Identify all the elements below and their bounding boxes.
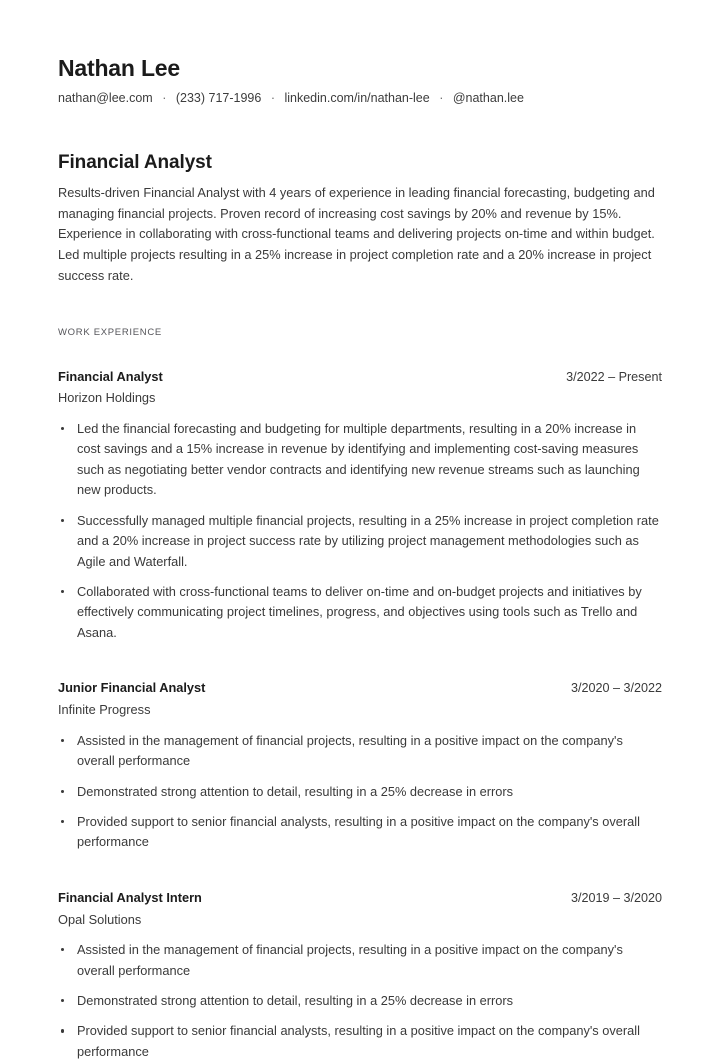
- contact-handle[interactable]: @nathan.lee: [452, 91, 524, 106]
- job-title: Junior Financial Analyst: [58, 680, 206, 696]
- job-entry: [58, 889, 662, 1062]
- job-dates: 3/2019 – 3/2020: [570, 890, 662, 905]
- job-entry: [58, 368, 662, 644]
- job-bullet: Collaborated with cross-functional teams to deliver on-time and on-budget projects and initiatives by effectively communicating project timelines, progress, and objectives using tools such as Trello and Asana.: [58, 582, 662, 643]
- contact-phone[interactable]: (233) 717-1996: [175, 91, 262, 106]
- summary-section: [58, 152, 662, 287]
- job-bullet: Provided support to senior financial analysts, resulting in a positive impact on the company's overall performance: [58, 812, 662, 853]
- contact-separator: ·: [270, 91, 275, 106]
- job-bullet-list: [58, 419, 662, 644]
- summary-text: Results-driven Financial Analyst with 4 years of experience in leading financial forecasting, budgeting and managing financial projects. Proven record of increasing cost savings by 20% and revenue by 15%. Experience in collaborating with cross-functional teams and delivering projects on-time and within budget. Led multiple projects resulting in a 25% increase in project completion rate and a 20% increase in project success rate.: [58, 184, 655, 283]
- job-dates: 3/2022 – Present: [566, 369, 662, 384]
- contact-linkedin[interactable]: linkedin.com/in/nathan-lee: [284, 91, 430, 106]
- job-title: Financial Analyst: [58, 368, 163, 384]
- job-bullet: Successfully managed multiple financial projects, resulting in a 25% increase in project completion rate and a 20% increase in project success rate by utilizing project management methodologies such as Agile and Waterfall.: [58, 511, 662, 572]
- job-bullet-list: [58, 731, 662, 853]
- job-title: Financial Analyst Intern: [58, 889, 202, 905]
- contact-separator: ·: [162, 91, 167, 106]
- job-dates: 3/2020 – 3/2022: [570, 681, 662, 696]
- job-header: [58, 368, 662, 387]
- section-label-work-experience: WORK EXPERIENCE: [58, 326, 162, 338]
- candidate-name: Nathan Lee: [58, 55, 180, 81]
- job-company: Opal Solutions: [58, 911, 142, 927]
- contact-line: [58, 90, 662, 108]
- job-bullet: Demonstrated strong attention to detail, resulting in a 25% decrease in errors: [58, 991, 662, 1011]
- job-bullet: Demonstrated strong attention to detail, resulting in a 25% decrease in errors: [58, 782, 662, 802]
- job-bullet: Led the financial forecasting and budgeting for multiple departments, resulting in a 20% increase in cost savings and a 15% increase in revenue by identifying and implementing cost-saving measures such as negotiating better vendor contracts and identifying new revenue streams such as launching new products.: [58, 419, 662, 501]
- job-bullet: Assisted in the management of financial projects, resulting in a positive impact on the company's overall performance: [58, 731, 662, 772]
- job-header: [58, 679, 662, 698]
- job-header: [58, 889, 662, 908]
- job-bullet-list: [58, 940, 662, 1062]
- job-company: Horizon Holdings: [58, 390, 156, 406]
- job-company: Infinite Progress: [58, 702, 151, 718]
- job-bullet: Provided support to senior financial analysts, resulting in a positive impact on the company's overall performance: [58, 1021, 662, 1062]
- contact-separator: ·: [439, 91, 444, 106]
- resume-header: [58, 0, 662, 108]
- job-bullet: Assisted in the management of financial projects, resulting in a positive impact on the company's overall performance: [58, 940, 662, 981]
- work-experience-section: [58, 327, 662, 1062]
- contact-email[interactable]: nathan@lee.com: [58, 91, 153, 106]
- role-title: Financial Analyst: [58, 151, 212, 173]
- job-entry: [58, 679, 662, 853]
